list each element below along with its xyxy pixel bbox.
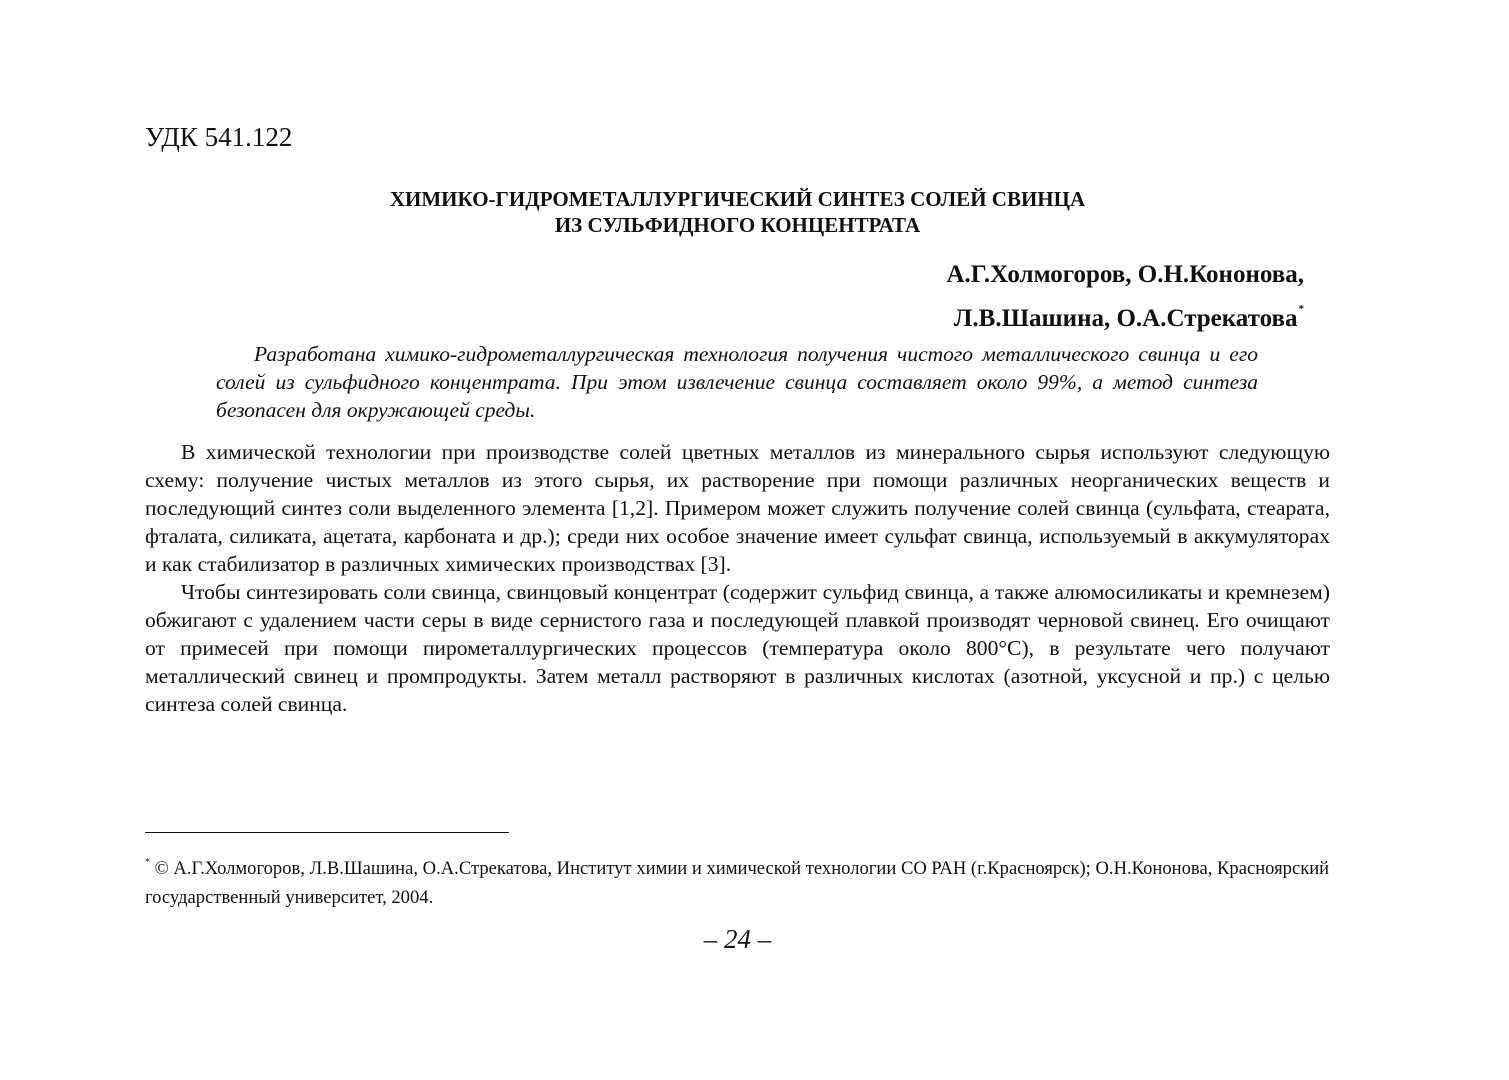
udk-code: УДК 541.122 xyxy=(145,122,293,152)
article-title xyxy=(145,186,1330,238)
paragraph-2: Чтобы синтезировать соли свинца, свинцовый концентрат (содержит сульфид свинца, а также алюмосиликаты и кремнезем) обжигают с удалением части серы в виде сернистого газа и последующей плавкой производят черновой свинец. Его очищают от примесей при помощи пирометаллургических процессов (температура около 800°С), в результате чего получают металлический свинец и промпродукты. Затем металл растворяют в различных кислотах (азотной, уксусной и пр.) с целью синтеза солей свинца. xyxy=(145,580,1330,716)
authors-line-1: А.Г.Холмогоров, О.Н.Кононова, xyxy=(946,261,1304,288)
footnote-divider xyxy=(145,832,509,833)
authors-names-2: Л.В.Шашина, О.А.Стрекатова xyxy=(953,305,1298,332)
abstract: Разработана химико-гидрометаллургическая технология получения чистого металлического свинца и его солей из сульфидного концентрата. При этом извлечение свинца составляет около 99%, а метод синтеза безопасен для окружающей среды. xyxy=(216,342,1258,422)
footnote-text: © А.Г.Холмогоров, Л.В.Шашина, О.А.Стрекатова, Институт химии и химической технологии СО РАН (г.Красноярск); О.Н.Кононова, Красноярский государственный университет, 2004. xyxy=(145,858,1330,908)
footnote xyxy=(145,848,1335,912)
paragraph-1: В химической технологии при производстве солей цветных металлов из минерального сырья используют следующую схему: получение чистых металлов из этого сырья, их растворение при помощи различных неорганических веществ и последующий синтез соли выделенного элемента [1,2]. Примером может служить получение солей свинца (сульфата, стеарата, фталата, силиката, ацетата, карбоната и др.); среди них особое значение имеет сульфат свинца, используемый в аккумуляторах и как стабилизатор в различных химических производствах [3]. xyxy=(145,440,1330,576)
title-line-1: ХИМИКО-ГИДРОМЕТАЛЛУРГИЧЕСКИЙ СИНТЕЗ СОЛЕЙ СВИНЦА xyxy=(389,187,1086,211)
author-footnote-mark: * xyxy=(1298,303,1304,315)
title-line-2: ИЗ СУЛЬФИДНОГО КОНЦЕНТРАТА xyxy=(554,213,921,237)
page-number: – 24 – xyxy=(703,924,772,954)
footnote-mark: * xyxy=(145,857,150,868)
authors-line-2 xyxy=(946,292,1304,336)
authors-block xyxy=(946,258,1304,336)
body-text xyxy=(145,438,1330,718)
